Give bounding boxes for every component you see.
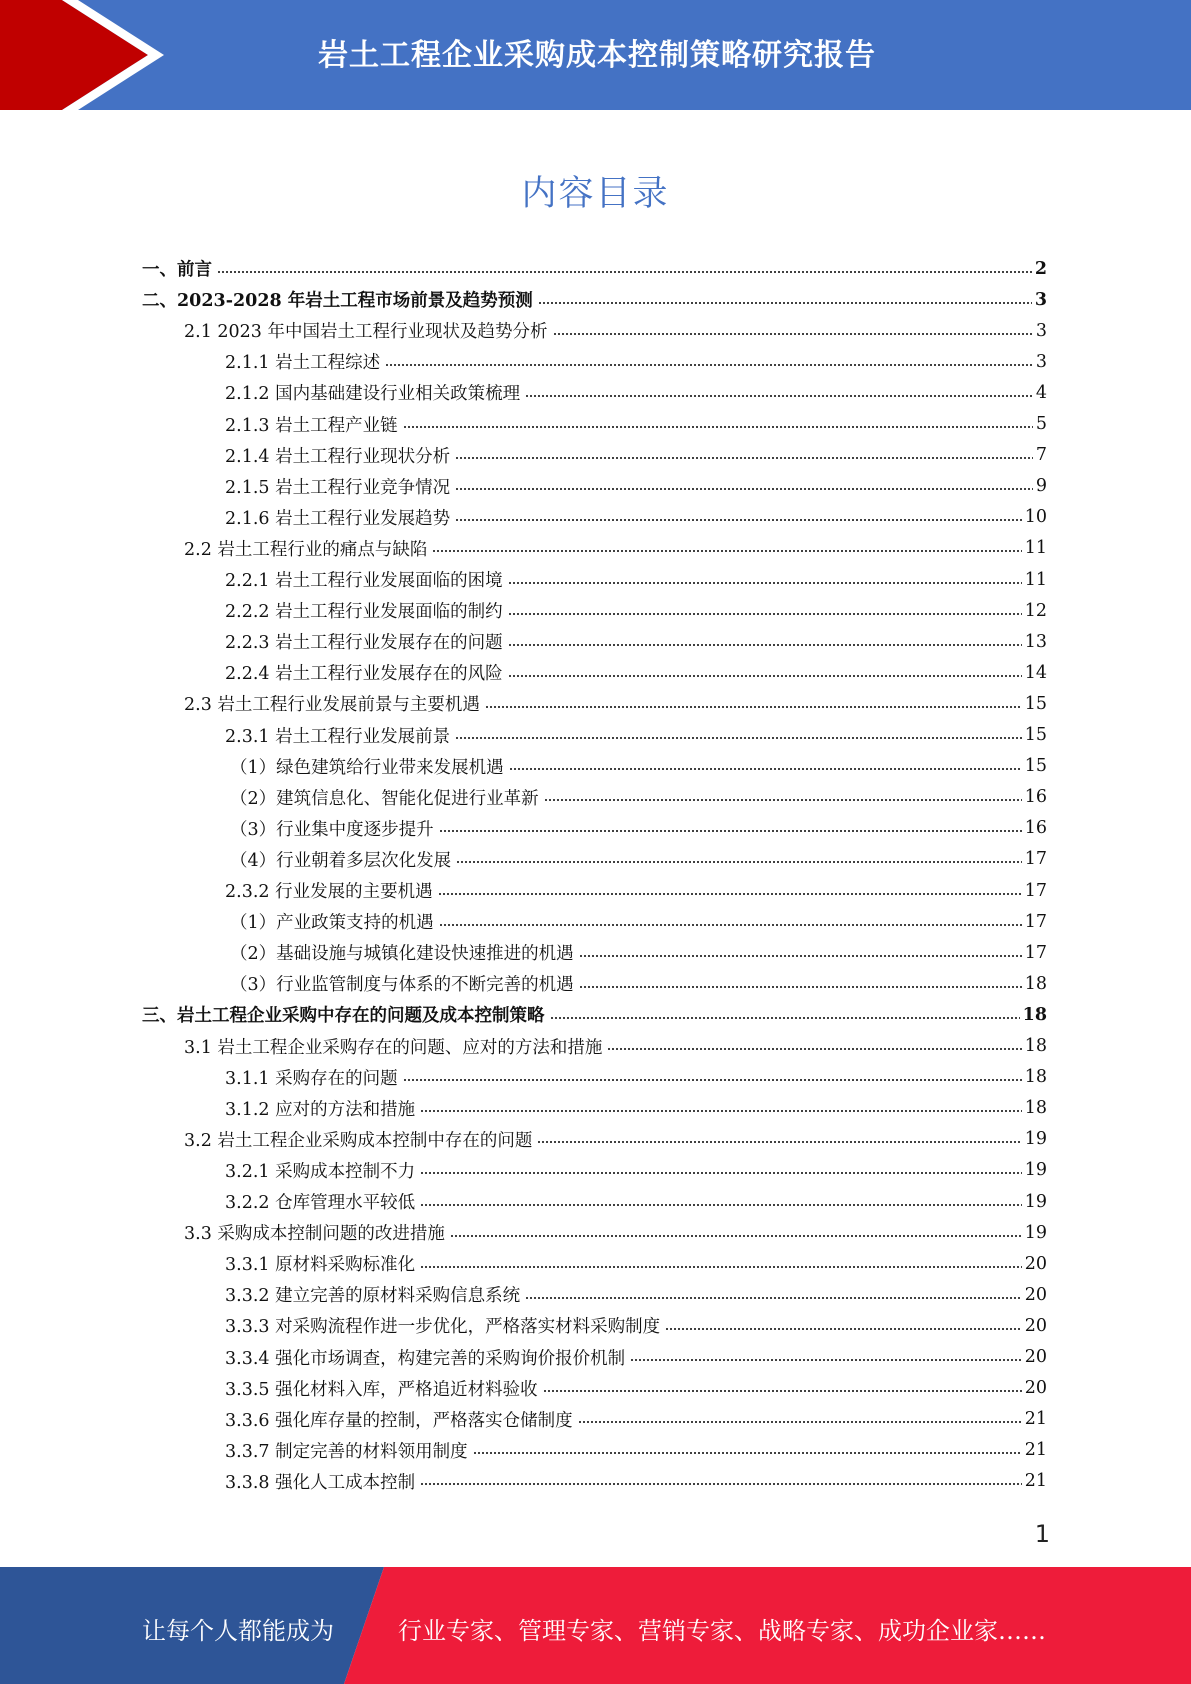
- toc-dot-leader: [538, 301, 1032, 305]
- toc-entry-label: （1）绿色建筑给行业带来发展机遇: [230, 757, 504, 778]
- toc-dot-leader: [455, 487, 1033, 491]
- toc-entry-page: 20: [1024, 1253, 1047, 1274]
- toc-entry-label: 2.2.2 岩土工程行业发展面临的制约: [225, 602, 503, 623]
- toc-dot-leader: [385, 363, 1033, 367]
- toc-entry-label: （4）行业朝着多层次化发展: [230, 850, 452, 871]
- toc-entry-label: （3）行业集中度逐步提升: [230, 819, 434, 840]
- toc-entry[interactable]: [225, 1155, 1047, 1186]
- toc-dot-leader: [455, 518, 1022, 522]
- toc-entry-label: 3.2.2 仓库管理水平较低: [225, 1193, 416, 1213]
- toc-dot-leader: [544, 798, 1022, 802]
- toc-entry[interactable]: [225, 471, 1047, 502]
- toc-entry[interactable]: [142, 284, 1047, 315]
- toc-entry[interactable]: [184, 533, 1047, 564]
- toc-entry-page: 21: [1024, 1409, 1047, 1430]
- toc-entry-page: 21: [1024, 1471, 1047, 1492]
- toc-entry-page: 15: [1024, 725, 1047, 745]
- toc-dot-leader: [630, 1358, 1022, 1362]
- toc-entry[interactable]: [225, 377, 1047, 408]
- toc-entry[interactable]: [230, 937, 1047, 968]
- toc-entry[interactable]: [184, 688, 1047, 719]
- toc-dot-leader: [607, 1047, 1021, 1051]
- toc-dot-leader: [456, 860, 1022, 864]
- toc-entry-page: 2: [1034, 258, 1047, 279]
- toc-entry-label: 2.3.2 行业发展的主要机遇: [225, 882, 433, 902]
- toc-dot-leader: [420, 1171, 1022, 1175]
- toc-dot-leader: [455, 736, 1022, 740]
- toc-entry-page: 15: [1024, 693, 1047, 714]
- toc-entry-page: 20: [1024, 1315, 1047, 1336]
- toc-dot-leader: [553, 332, 1033, 336]
- toc-entry[interactable]: [142, 253, 1047, 284]
- toc-dot-leader: [508, 643, 1022, 647]
- toc-entry[interactable]: [230, 968, 1047, 999]
- toc-entry-page: 21: [1024, 1440, 1047, 1461]
- toc-entry-label: 2.1.2 国内基础建设行业相关政策梳理: [225, 384, 521, 405]
- toc-dot-leader: [537, 1140, 1021, 1144]
- toc-entry-page: 18: [1024, 1036, 1047, 1056]
- toc-entry-label: 3.1.1 采购存在的问题: [225, 1068, 398, 1089]
- toc-entry-label: 2.3 岩土工程行业发展前景与主要机遇: [184, 695, 480, 716]
- toc-entry[interactable]: [184, 1031, 1047, 1062]
- toc-entry-page: 15: [1024, 756, 1047, 777]
- toc-entry-label: 3.1 岩土工程企业采购存在的问题、应对的方法和措施: [184, 1037, 603, 1058]
- toc-dot-leader: [403, 1078, 1022, 1082]
- page-header: [0, 0, 1191, 110]
- toc-entry-page: 7: [1035, 445, 1047, 466]
- toc-entry-page: 14: [1024, 662, 1047, 683]
- toc-entry[interactable]: [225, 1466, 1047, 1497]
- toc-entry-page: 12: [1024, 600, 1047, 621]
- toc-dot-leader: [543, 1389, 1022, 1393]
- toc-dot-leader: [525, 394, 1033, 398]
- toc-entry-page: 19: [1024, 1160, 1047, 1181]
- toc-dot-leader: [509, 767, 1022, 771]
- toc-entry-label: 3.2 岩土工程企业采购成本控制中存在的问题: [184, 1130, 533, 1151]
- toc-heading: 内容目录: [521, 174, 670, 214]
- toc-dot-leader: [403, 425, 1033, 429]
- toc-entry-label: 一、前言: [142, 260, 212, 280]
- toc-entry[interactable]: [225, 1342, 1047, 1373]
- report-title: 岩土工程企业采购成本控制策略研究报告: [318, 38, 876, 73]
- toc-dot-leader: [432, 549, 1021, 553]
- toc-entry-label: 3.3.3 对采购流程作进一步优化，严格落实材料采购制度: [225, 1317, 661, 1338]
- toc-entry-page: 3: [1035, 351, 1047, 372]
- toc-dot-leader: [455, 456, 1033, 460]
- toc-entry-page: 11: [1024, 538, 1047, 559]
- toc-entry[interactable]: [225, 720, 1047, 751]
- toc-entry-page: 19: [1024, 1191, 1047, 1212]
- toc-entry-label: （2）建筑信息化、智能化促进行业革新: [230, 788, 539, 809]
- toc-entry-page: 4: [1035, 382, 1047, 403]
- toc-entry-label: 2.1.4 岩土工程行业现状分析: [225, 446, 451, 467]
- toc-entry[interactable]: [225, 409, 1047, 440]
- toc-entry[interactable]: [225, 440, 1047, 471]
- toc-entry-page: 20: [1024, 1347, 1047, 1367]
- toc-entry-label: 2.1.5 岩土工程行业竞争情况: [225, 477, 451, 498]
- toc-entry-page: 18: [1024, 1067, 1047, 1088]
- toc-dot-leader: [508, 612, 1022, 616]
- toc-dot-leader: [217, 270, 1032, 274]
- toc-entry-page: 19: [1024, 1222, 1047, 1243]
- toc-entry-label: 2.1.6 岩土工程行业发展趋势: [225, 508, 451, 529]
- toc-entry[interactable]: [225, 1062, 1047, 1093]
- toc-entry[interactable]: [225, 1373, 1047, 1404]
- toc-entry[interactable]: [225, 346, 1047, 377]
- toc-entry-label: 3.3.1 原材料采购标准化: [225, 1255, 416, 1276]
- toc-entry-page: 16: [1024, 787, 1047, 808]
- toc-dot-leader: [420, 1265, 1022, 1269]
- toc-entry[interactable]: [225, 595, 1047, 626]
- toc-entry[interactable]: [225, 1248, 1047, 1279]
- toc-entry-label: 2.1 2023 年中国岩土工程行业现状及趋势分析: [184, 322, 548, 343]
- toc-dot-leader: [579, 985, 1022, 989]
- footer-slogan-right: 行业专家、管理专家、营销专家、战略专家、成功企业家……: [398, 1617, 1046, 1645]
- toc-dot-leader: [508, 674, 1022, 678]
- toc-entry-label: 3.3.5 强化材料入库，严格追近材料验收: [225, 1379, 538, 1400]
- toc-entry-page: 17: [1024, 849, 1047, 870]
- toc-entry-label: 2.2.4 岩土工程行业发展存在的风险: [225, 664, 503, 685]
- toc-entry-label: 3.3.2 建立完善的原材料采购信息系统: [225, 1286, 521, 1307]
- page-footer: [0, 1567, 1191, 1684]
- toc-entry-page: 17: [1024, 942, 1047, 963]
- toc-entry-label: 3.3.7 制定完善的材料领用制度: [225, 1441, 468, 1462]
- page-number: 1: [1034, 1520, 1050, 1548]
- toc-entry-page: 18: [1024, 973, 1047, 994]
- toc-entry-page: 17: [1024, 880, 1047, 901]
- toc-dot-leader: [420, 1109, 1022, 1113]
- toc-entry-label: 3.1.2 应对的方法和措施: [225, 1099, 416, 1120]
- toc-dot-leader: [439, 923, 1022, 927]
- toc-dot-leader: [508, 581, 1022, 585]
- toc-entry-page: 13: [1024, 631, 1047, 652]
- toc-entry-page: 11: [1024, 569, 1047, 590]
- toc-entry[interactable]: [225, 875, 1047, 906]
- toc-entry-page: 10: [1024, 507, 1047, 528]
- toc-dot-leader: [579, 954, 1022, 958]
- toc-entry-page: 17: [1024, 911, 1047, 932]
- toc-entry-label: 2.2 岩土工程行业的痛点与缺陷: [184, 539, 428, 560]
- toc-dot-leader: [550, 1016, 1020, 1020]
- toc-entry-page: 18: [1024, 1098, 1047, 1119]
- toc-entry-label: 2.2.1 岩土工程行业发展面临的困境: [225, 571, 503, 591]
- toc-dot-leader: [485, 705, 1022, 709]
- toc-entry[interactable]: [225, 1435, 1047, 1466]
- toc-entry-label: 3.3.6 强化库存量的控制，严格落实仓储制度: [225, 1410, 573, 1431]
- toc-entry[interactable]: [230, 844, 1047, 875]
- toc-entry-label: 2.1.1 岩土工程综述: [225, 353, 381, 374]
- toc-dot-leader: [450, 1234, 1022, 1238]
- toc-entry-label: 三、岩土工程企业采购中存在的问题及成本控制策略: [142, 1006, 545, 1027]
- toc-entry-page: 5: [1035, 414, 1047, 434]
- toc-dot-leader: [420, 1203, 1022, 1207]
- toc-entry[interactable]: [230, 813, 1047, 844]
- toc-entry-page: 19: [1024, 1129, 1047, 1150]
- toc-entry-page: 18: [1022, 1004, 1047, 1025]
- toc-entry[interactable]: [225, 502, 1047, 533]
- toc-entry[interactable]: [230, 782, 1047, 813]
- toc-entry-label: （2）基础设施与城镇化建设快速推进的机遇: [230, 944, 574, 965]
- toc-entry[interactable]: [225, 1279, 1047, 1310]
- toc-entry-page: 3: [1035, 320, 1047, 341]
- toc-entry-label: 3.2.1 采购成本控制不力: [225, 1161, 416, 1182]
- footer-slogan-left: 让每个人都能成为: [142, 1617, 334, 1645]
- toc-entry-label: 3.3.8 强化人工成本控制: [225, 1472, 416, 1493]
- toc-dot-leader: [473, 1451, 1022, 1455]
- toc-entry-page: 20: [1024, 1378, 1047, 1399]
- toc-dot-leader: [665, 1327, 1022, 1331]
- toc-entry-page: 16: [1024, 818, 1047, 839]
- toc-entry-page: 9: [1035, 476, 1047, 497]
- toc-entry[interactable]: [225, 1093, 1047, 1124]
- toc-dot-leader: [578, 1420, 1022, 1424]
- toc-entry-label: 2.2.3 岩土工程行业发展存在的问题: [225, 633, 503, 654]
- toc-entry[interactable]: [225, 1404, 1047, 1435]
- toc-entry[interactable]: [225, 564, 1047, 595]
- toc-entry[interactable]: [184, 1217, 1047, 1248]
- toc-dot-leader: [438, 892, 1022, 896]
- toc-entry-page: 20: [1024, 1284, 1047, 1305]
- toc-dot-leader: [420, 1482, 1022, 1486]
- toc-entry[interactable]: [225, 1186, 1047, 1217]
- toc-entry-label: 2.1.3 岩土工程产业链: [225, 415, 398, 436]
- toc-entry[interactable]: [230, 751, 1047, 782]
- toc-entry-label: 3.3 采购成本控制问题的改进措施: [184, 1224, 445, 1245]
- toc-entry-label: （3）行业监管制度与体系的不断完善的机遇: [230, 975, 574, 996]
- toc-entry-label: （1）产业政策支持的机遇: [230, 913, 434, 934]
- toc-entry[interactable]: [225, 626, 1047, 657]
- toc-entry-label: 3.3.4 强化市场调查，构建完善的采购询价报价机制: [225, 1348, 626, 1369]
- toc-entry[interactable]: [225, 657, 1047, 688]
- toc-dot-leader: [525, 1296, 1022, 1300]
- toc-entry[interactable]: [184, 315, 1047, 346]
- toc-entry[interactable]: [225, 1310, 1047, 1341]
- toc-entry[interactable]: [184, 1124, 1047, 1155]
- toc-entry-page: 3: [1034, 289, 1047, 310]
- toc-entry-label: 二、2023-2028 年岩土工程市场前景及趋势预测: [142, 291, 533, 312]
- toc-entry[interactable]: [230, 906, 1047, 937]
- toc-entry-label: 2.3.1 岩土工程行业发展前景: [225, 726, 451, 747]
- toc-dot-leader: [439, 829, 1022, 833]
- toc-entry[interactable]: [142, 999, 1047, 1030]
